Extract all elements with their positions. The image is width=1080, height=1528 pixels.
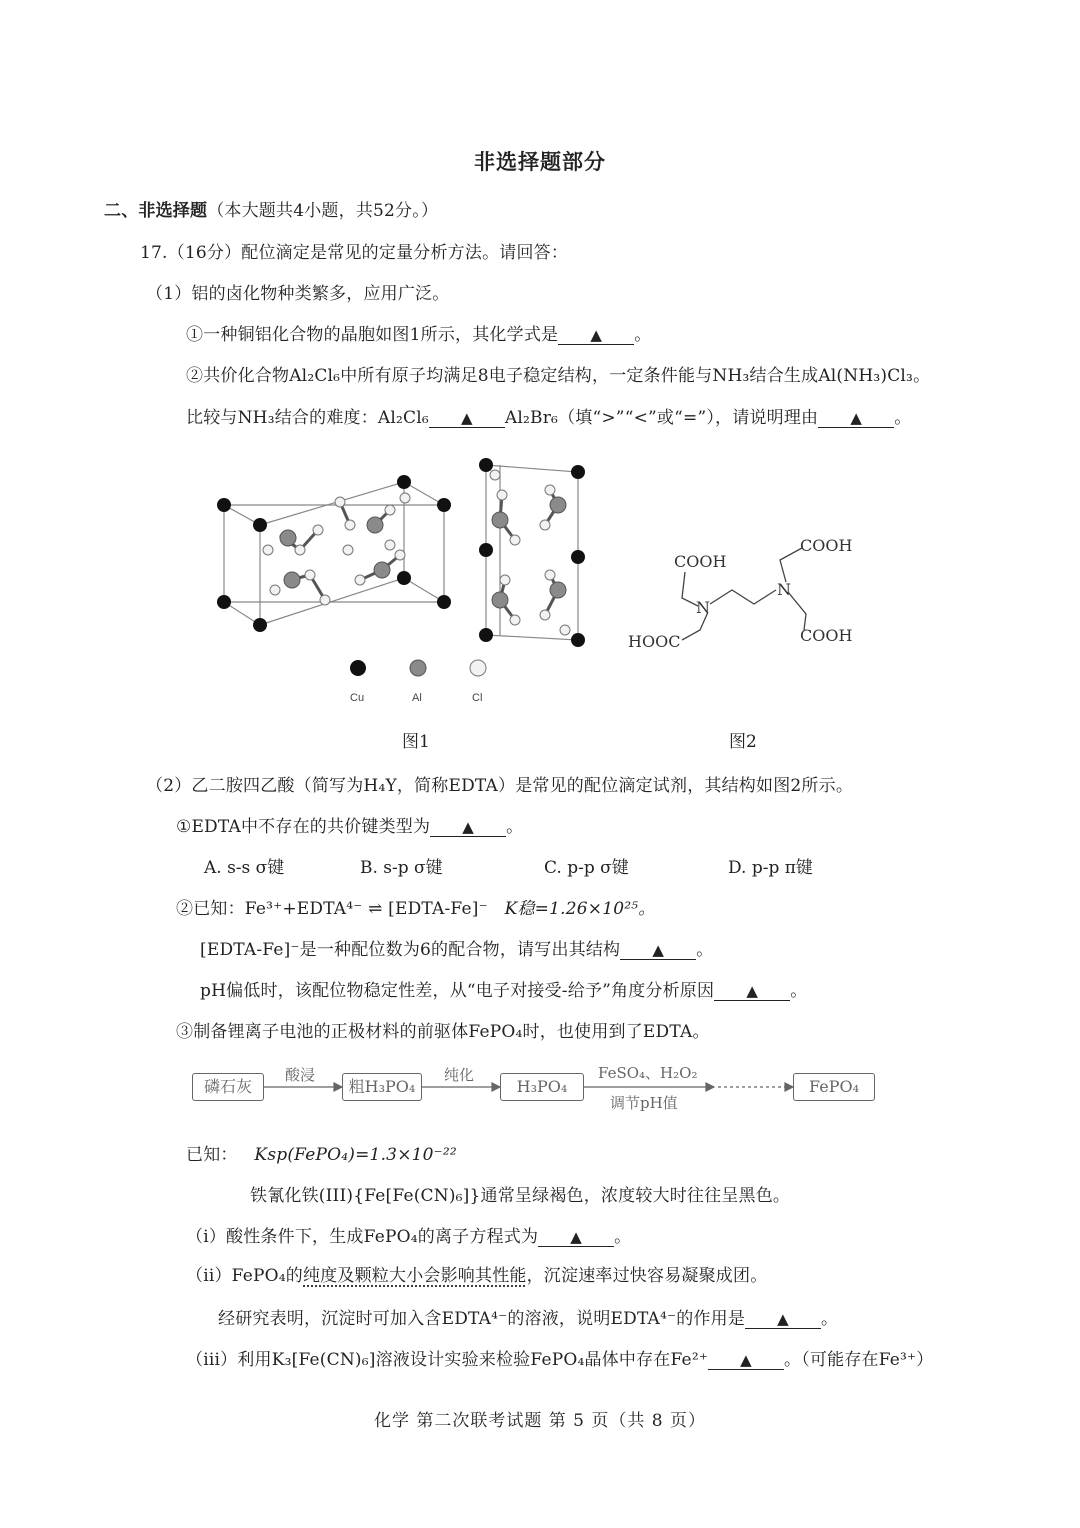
edta-n-1: N	[696, 598, 710, 617]
answer-blank[interactable]	[538, 1228, 614, 1247]
q17-1-3-text-a: 比较与NH₃结合的难度：Al₂Cl₆	[186, 408, 429, 428]
flow-box-crude-h3po4: 粗H₃PO₄	[342, 1073, 422, 1101]
flow-box-fepo4: FePO₄	[793, 1073, 875, 1101]
q17-2-2-b	[200, 976, 807, 1001]
fig2-caption: 图2	[729, 732, 757, 752]
choice-c[interactable]: C. p-p σ键	[544, 858, 629, 878]
q17-2-2-a	[200, 935, 713, 960]
flow-label-acid-leach: 酸浸	[285, 1066, 316, 1084]
q17-iii-end: 。（可能存在Fe³⁺）	[784, 1350, 934, 1370]
q17-intro: 17.（16分）配位滴定是常见的定量分析方法。请回答：	[140, 243, 569, 263]
blank-marker: ▲	[740, 1351, 752, 1369]
q17-i-text: （i）酸性条件下，生成FePO₄的离子方程式为	[186, 1227, 539, 1247]
answer-blank[interactable]	[558, 326, 634, 345]
legend-cu: Cu	[350, 692, 365, 704]
fig1-caption: 图1	[402, 732, 430, 752]
choice-a[interactable]: A. s-s σ键	[204, 858, 285, 878]
q17-1-1-text: ①一种铜铝化合物的晶胞如图1所示，其化学式是	[186, 325, 559, 345]
q17-1-3-text-b: Al₂Br₆（填“>”“<”或“=”），请说明理由	[504, 408, 819, 428]
blank-marker: ▲	[570, 1228, 583, 1246]
blank-marker: ▲	[590, 326, 603, 344]
flow-arrows	[262, 1076, 802, 1100]
answer-blank[interactable]	[429, 409, 505, 428]
q17-1-1	[186, 320, 651, 345]
q17-1-2: ②共价化合物Al₂Cl₆中所有原子均满足8电子稳定结构，一定条件能与NH₃结合生成Al(NH₃)Cl₃。	[186, 366, 931, 386]
known-ferricyanide: 铁氰化铁(III){Fe[Fe(CN)₆]}通常呈绿褐色，浓度较大时往往呈黑色。	[250, 1186, 791, 1206]
q17-2-3: ③制备锂离子电池的正极材料的前驱体FePO₄时，也使用到了EDTA。	[176, 1022, 710, 1042]
answer-blank[interactable]	[818, 409, 894, 428]
flow-label-reagents: FeSO₄、H₂O₂	[598, 1064, 698, 1082]
equilibrium-equation: ②已知：Fe³⁺+EDTA⁴⁻ ⇌ [EDTA-Fe]⁻	[176, 899, 488, 919]
page-footer: 化学 第二次联考试题 第 5 页（共 8 页）	[373, 1411, 707, 1431]
q17-iii	[186, 1345, 933, 1370]
q17-2-1-text: ①EDTA中不存在的共价键类型为	[176, 817, 431, 837]
q17-2-2-b-end: 。	[790, 981, 808, 1001]
q17-part1: （1）铝的卤化物种类繁多，应用广泛。	[146, 284, 450, 304]
q17-ii-2-text: 经研究表明，沉淀时可加入含EDTA⁴⁻的溶液，说明EDTA⁴⁻的作用是	[218, 1309, 746, 1329]
q17-i	[186, 1222, 631, 1247]
blank-marker: ▲	[850, 409, 863, 427]
q17-2-2-a-text: [EDTA-Fe]⁻是一种配位数为6的配合物，请写出其结构	[200, 940, 621, 960]
blank-marker: ▲	[777, 1310, 789, 1328]
q17-1-1-end: 。	[634, 325, 652, 345]
flow-label-adjust-ph: 调节pH值	[610, 1094, 678, 1112]
blank-marker: ▲	[461, 409, 473, 427]
legend-cl: Cl	[472, 692, 483, 704]
page-heading: 非选择题部分	[474, 150, 606, 174]
section-header	[104, 196, 438, 221]
q17-2-1-end: 。	[506, 817, 524, 837]
q17-i-end: 。	[614, 1227, 632, 1247]
q17-ii-emphasis: 纯度及颗粒大小会影响其性能	[303, 1266, 527, 1286]
q17-iii-text: （iii）利用K₃[Fe(CN)₆]溶液设计实验来检验FePO₄晶体中存在Fe²⁺	[186, 1350, 709, 1370]
section-note: （本大题共4小题，共52分。）	[207, 201, 439, 221]
blank-marker: ▲	[746, 982, 759, 1000]
q17-2-1	[176, 812, 523, 837]
flow-label-purify: 纯化	[444, 1066, 475, 1084]
ksp-value: Ksp(FePO₄)=1.3×10⁻²²	[254, 1145, 457, 1165]
crystal-cell-figure	[200, 450, 600, 720]
flow-box-h3po4: H₃PO₄	[500, 1073, 584, 1101]
q17-ii-text-a: （ii）FePO₄的	[186, 1266, 303, 1286]
q17-2-2-equation	[176, 894, 655, 919]
known-ksp	[186, 1140, 457, 1165]
answer-blank[interactable]	[430, 818, 506, 837]
q17-1-3	[186, 403, 911, 428]
answer-blank[interactable]	[745, 1310, 821, 1329]
known-label: 已知：	[186, 1145, 238, 1165]
q17-1-3-end: 。	[894, 408, 912, 428]
choice-b[interactable]: B. s-p σ键	[360, 858, 443, 878]
blank-marker: ▲	[462, 818, 475, 836]
legend-al: Al	[412, 692, 422, 704]
stability-constant: K稳=1.26×10²⁵。	[504, 899, 656, 919]
answer-blank[interactable]	[708, 1351, 784, 1370]
q17-part2: （2）乙二胺四乙酸（简写为H₄Y，简称EDTA）是常见的配位滴定试剂，其结构如图2所示。	[146, 776, 854, 796]
q17-ii-text-b: ，沉淀速率过快容易凝聚成团。	[526, 1266, 768, 1286]
edta-n-2: N	[777, 580, 791, 599]
answer-blank[interactable]	[620, 941, 696, 960]
blank-marker: ▲	[652, 941, 665, 959]
section-title: 二、非选择题	[104, 201, 208, 221]
edta-hooc: HOOC	[628, 632, 681, 651]
edta-cooh-1: COOH	[674, 552, 727, 571]
q17-ii	[186, 1261, 767, 1286]
answer-blank[interactable]	[714, 982, 790, 1001]
q17-ii-2-end: 。	[821, 1309, 839, 1329]
q17-2-2-a-end: 。	[696, 940, 714, 960]
edta-cooh-3: COOH	[800, 626, 853, 645]
choice-d[interactable]: D. p-p π键	[728, 858, 813, 878]
edta-cooh-2: COOH	[800, 536, 853, 555]
q17-ii-2	[218, 1304, 838, 1329]
flow-box-phosphate-rock: 磷石灰	[192, 1073, 264, 1101]
q17-2-2-b-text: pH偏低时，该配位物稳定性差，从“电子对接受-给予”角度分析原因	[200, 981, 715, 1001]
